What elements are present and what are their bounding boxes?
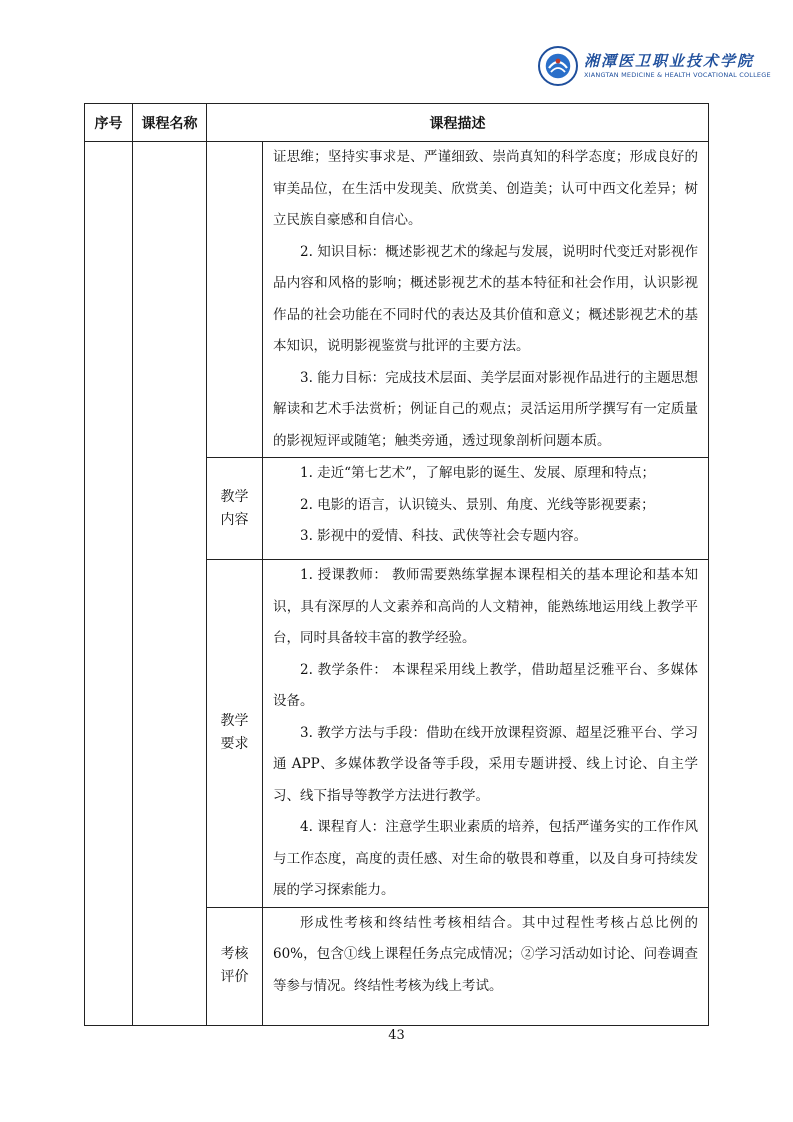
requirements-label-line: 教学 [220,713,249,730]
requirements-item: 2. 教学条件： 本课程采用线上教学，借助超星泛雅平台、多媒体设备。 [273,661,698,709]
assessment-label-line: 考核 [220,946,249,962]
assessment-cell [263,907,709,1025]
course-table [84,103,709,1026]
logo-english-name: XIANGTAN MEDICINE & HEALTH VOCATIONAL COLLEGE [584,71,771,79]
header-description: 课程描述 [207,104,709,142]
objectives-label-cell [207,142,263,458]
college-logo [538,46,771,90]
assessment-label [207,907,263,1025]
content-item: 3. 影视中的爱情、科技、武侠等社会专题内容。 [300,528,588,544]
index-cell [85,142,133,1026]
content-label [207,458,263,560]
objectives-paragraph: 证思维；坚持实事求是、严谨细致、崇尚真知的科学态度；形成良好的审美品位，在生活中发现美、欣赏美、创造美；认可中西文化差异；树立民族自豪感和自信心。 [273,149,698,228]
content-item: 2. 电影的语言，认识镜头、景别、角度、光线等影视要素； [300,496,655,513]
course-name-cell [133,142,207,1026]
content-label-line: 教学 [220,488,249,505]
college-emblem-icon [538,46,578,86]
requirements-item: 1. 授课教师： 教师需要熟练掌握本课程相关的基本理论和基本知识，具有深厚的人文素养和高尚的人文精神，能熟练地运用线上教学平台，同时具备较丰富的教学经验。 [273,567,698,646]
requirements-label-line: 要求 [220,736,249,753]
logo-chinese-name: 湘潭医卫职业技术学院 [584,52,755,70]
header-index: 序号 [85,104,133,142]
objectives-row [85,142,709,458]
assessment-text: 形成性考核和终结性考核相结合。其中过程性考核占总比例的 60%，包含①线上课程任务点完成情况；②学习活动如讨论、问卷调查等参与情况。终结性考核为线上考试。 [273,914,698,994]
requirements-cell [263,560,709,908]
page-number: 43 [388,1028,405,1043]
requirements-label [207,560,263,908]
content-cell [263,458,709,560]
header-course-name: 课程名称 [133,104,207,142]
requirements-item: 4. 课程育人：注意学生职业素质的培养，包括严谨务实的工作作风与工作态度，高度的责任感、对生命的敬畏和尊重，以及自身可持续发展的学习探索能力。 [273,819,698,898]
objectives-paragraph: 3. 能力目标：完成技术层面、美学层面对影视作品进行的主题思想解读和艺术手法赏析；例证自己的观点；灵活运用所学撰写有一定质量的影视短评或随笔；触类旁通，透过现象剖析问题本质。 [273,369,698,449]
requirements-item: 3. 教学方法与手段：借助在线开放课程资源、超星泛雅平台、学习通 APP、多媒体教学设备等手段，采用专题讲授、线上讨论、自主学习、线下指导等教学方法进行教学。 [273,724,698,804]
objectives-paragraph: 2. 知识目标：概述影视艺术的缘起与发展，说明时代变迁对影视作品内容和风格的影响；概述影视艺术的基本特征和社会作用，认识影视作品的社会功能在不同时代的表达及其价值和意义；概述影视艺术的基本知识，说明影视鉴赏与批评的主要方法。 [273,243,698,354]
content-label-line: 内容 [220,511,249,528]
content-item: 1. 走近“第七艺术”，了解电影的诞生、发展、原理和特点； [300,465,655,481]
assessment-label-line: 评价 [220,969,249,985]
objectives-cell [263,142,709,458]
header-row [85,104,709,142]
